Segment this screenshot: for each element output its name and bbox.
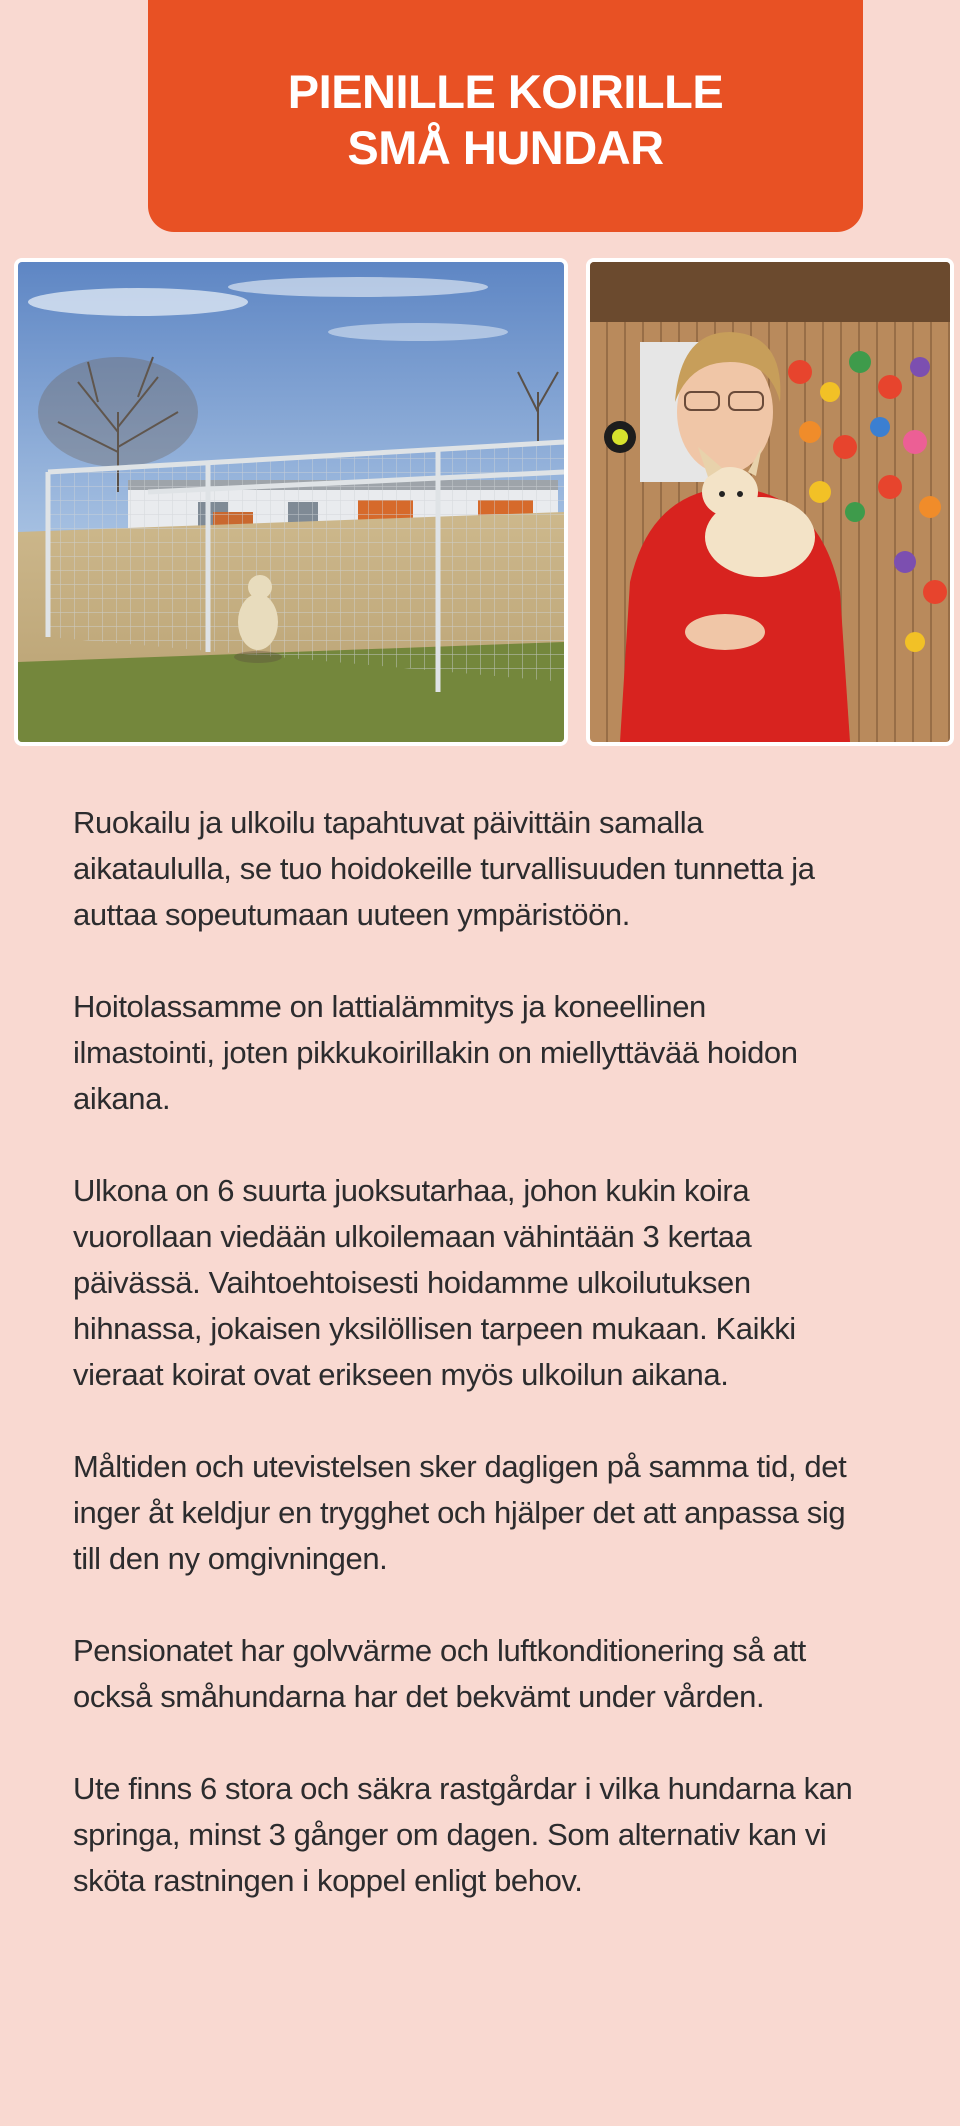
text-line: inger åt keldjur en trygghet och hjälper det att anpassa sig	[73, 1495, 846, 1530]
text-line: Pensionatet har golvvärme och luftkonditionering så att	[73, 1633, 806, 1668]
text-line: aikana.	[73, 1081, 171, 1116]
paragraph-sv-3	[73, 1766, 933, 1904]
body-text	[73, 800, 933, 1950]
text-line: ilmastointi, joten pikkukoirillakin on miellyttävää hoidon	[73, 1035, 798, 1070]
text-line: vieraat koirat ovat erikseen myös ulkoilun aikana.	[73, 1357, 729, 1392]
text-line: hihnassa, jokaisen yksilöllisen tarpeen mukaan. Kaikki	[73, 1311, 796, 1346]
header-banner	[148, 0, 863, 232]
owner-with-dog-photo	[586, 258, 954, 746]
paragraph-sv-1	[73, 1444, 933, 1582]
text-line: till den ny omgivningen.	[73, 1541, 388, 1576]
paragraph-fi-3	[73, 1168, 933, 1398]
title-finnish: PIENILLE KOIRILLE	[287, 65, 724, 118]
text-line: också småhundarna har det bekvämt under vården.	[73, 1679, 765, 1714]
woman-holding-chihuahua-photo-icon	[590, 262, 950, 742]
outdoor-dog-run-photo-icon	[18, 262, 564, 742]
text-line: vuorollaan viedään ulkoilemaan vähintään 3 kertaa	[73, 1219, 752, 1254]
text-line: Måltiden och utevistelsen sker dagligen på samma tid, det	[73, 1449, 847, 1484]
text-line: Ute finns 6 stora och säkra rastgårdar i vilka hundarna kan	[73, 1771, 853, 1806]
text-line: sköta rastningen i koppel enligt behov.	[73, 1863, 583, 1898]
text-line: auttaa sopeutumaan uuteen ympäristöön.	[73, 897, 630, 932]
paragraph-sv-2	[73, 1628, 933, 1720]
text-line: Ulkona on 6 suurta juoksutarhaa, johon kukin koira	[73, 1173, 750, 1208]
paragraph-fi-2	[73, 984, 933, 1122]
dog-run-photo	[14, 258, 568, 746]
title-swedish: SMÅ HUNDAR	[347, 121, 664, 174]
text-line: Ruokailu ja ulkoilu tapahtuvat päivittäin samalla	[73, 805, 704, 840]
text-line: aikataululla, se tuo hoidokeille turvallisuuden tunnetta ja	[73, 851, 815, 886]
paragraph-fi-1	[73, 800, 933, 938]
text-line: Hoitolassamme on lattialämmitys ja koneellinen	[73, 989, 706, 1024]
text-line: springa, minst 3 gånger om dagen. Som alternativ kan vi	[73, 1817, 827, 1852]
text-line: päivässä. Vaihtoehtoisesti hoidamme ulkoilutuksen	[73, 1265, 751, 1300]
